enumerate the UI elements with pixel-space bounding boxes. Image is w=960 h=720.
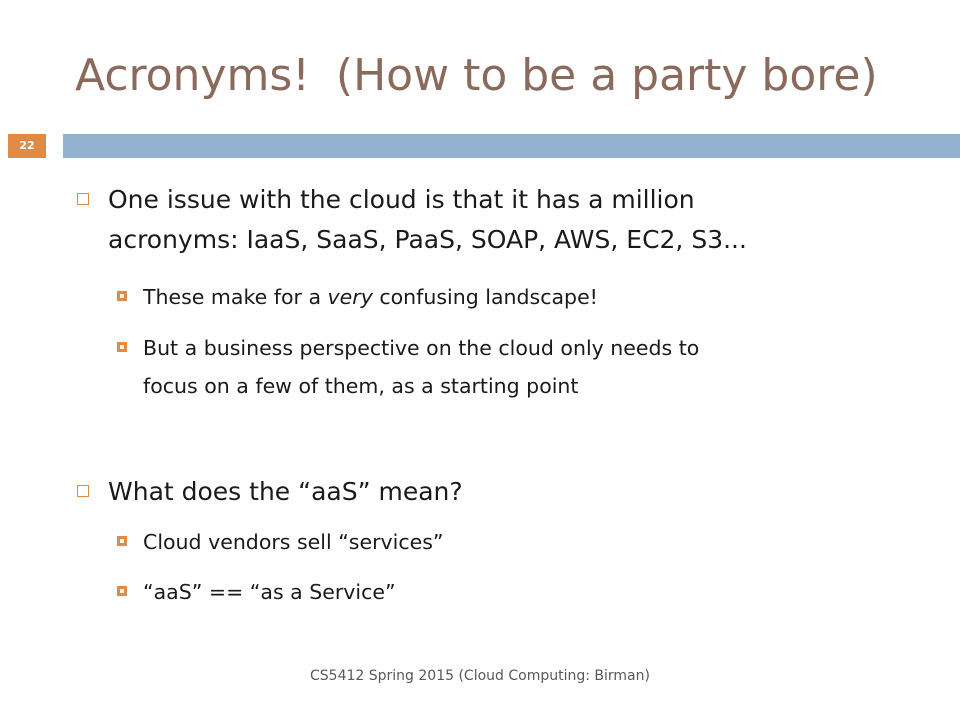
hollow-square-bullet-icon bbox=[77, 485, 89, 497]
sub-bullet-text-line: focus on a few of them, as a starting point bbox=[143, 374, 579, 398]
slide-title bbox=[75, 50, 878, 101]
sub-bullet-text: Cloud vendors sell “services” bbox=[143, 530, 444, 554]
square-bullet-icon bbox=[117, 342, 127, 352]
slide-title-part2: (How to be a party bore) bbox=[335, 50, 878, 101]
sub-bullet-text-part: confusing landscape! bbox=[372, 285, 598, 309]
sub-bullet-text: “aaS” == “as a Service” bbox=[143, 580, 396, 604]
hollow-square-bullet-icon bbox=[77, 193, 89, 205]
bullet-text-line: One issue with the cloud is that it has a million bbox=[108, 185, 695, 214]
sub-bullet-text-line: But a business perspective on the cloud only needs to bbox=[143, 336, 700, 360]
emphasis-text: very bbox=[327, 285, 373, 309]
square-bullet-icon bbox=[117, 291, 127, 301]
page-number-badge: 22 bbox=[8, 134, 46, 158]
sub-bullet-text-part: These make for a bbox=[143, 285, 328, 309]
bullet-text-line: What does the “aaS” mean? bbox=[108, 477, 463, 506]
square-bullet-icon bbox=[117, 586, 127, 596]
slide-title-part1: Acronyms! bbox=[75, 50, 310, 101]
sub-bullet-text bbox=[143, 279, 598, 315]
slide-footer: CS5412 Spring 2015 (Cloud Computing: Birman) bbox=[310, 668, 650, 684]
bullet-text-line: acronyms: IaaS, SaaS, PaaS, SOAP, AWS, EC2, S3... bbox=[108, 225, 747, 254]
title-rule-bar bbox=[63, 134, 960, 158]
square-bullet-icon bbox=[117, 536, 127, 546]
